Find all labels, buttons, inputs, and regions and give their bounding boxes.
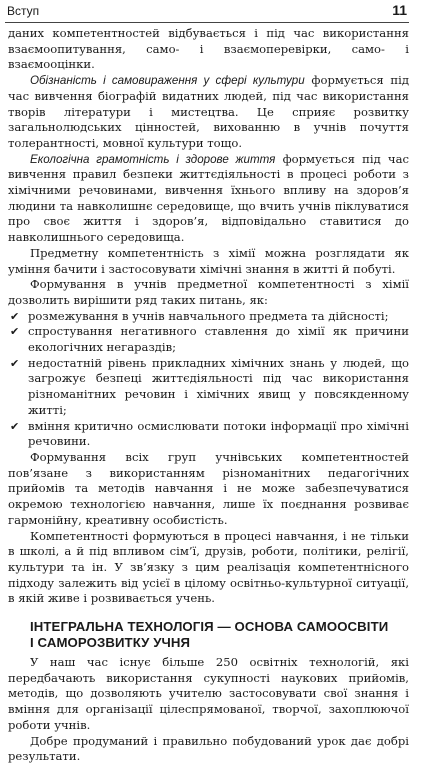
- list-item: ✔ вміння критично осмислювати потоки інформації про хімічні речовини.: [10, 418, 409, 449]
- paragraph-technologies: У наш час існує більше 250 освітніх технологій, які передбачають використання сукупності наукових прийомів, методів, що дозволяють учителю застосовувати свої знання і вміння для організації цілеспрямованої, творчої, захоплюючої роботи учнів.: [8, 655, 409, 732]
- paragraph-text: формується під час вивчення правил безпеки життєдіяльності в процесі роботи з хімічними речовинами, вивчення їхнього впливу на здоров’я людини та навколишнє середовище, що вчить учнів піклуватися про своє життя і здоров’я, відповідально ставитися до навколишнього середовища.: [8, 151, 409, 245]
- checkmark-icon: ✔: [10, 356, 20, 370]
- list-item: ✔ розмежування в учнів навчального предмета та дійсності;: [10, 308, 389, 323]
- paragraph-text: формується під час вивчення біографій видатних людей, під час використання творів літератури і мистецтва. Це сприяє розвитку загальнолюдських цінностей, вихованню в учнів почуття толерантності, мовної культури тощо.: [8, 73, 409, 150]
- paragraph-lesson: Добре продуманий і правильно побудований урок дає добрі результати.: [8, 733, 409, 764]
- paragraph-culture: [8, 73, 409, 152]
- list-item: ✔ спростування негативного ставлення до хімії як причини екологічних негараздів;: [10, 324, 409, 355]
- paragraph-formation: Формування всіх груп учнівських компетентностей пов’язане з використанням різноманітних педагогічних прийомів та методів навчання і не може забезпечуватися окремою технологією навчання, лише їх поєднання розвиває гармонійну, креативну особистість.: [8, 449, 409, 527]
- section-heading: [8, 619, 409, 651]
- section-heading-line: І САМОРОЗВИТКУ УЧНЯ: [30, 635, 191, 651]
- paragraph-subject-competence: Предметну компетентність з хімії можна розглядати як уміння бачити і застосовувати хімічні знання в житті й побуті.: [8, 245, 409, 276]
- page-body: [8, 26, 409, 765]
- running-header: [5, 0, 409, 23]
- paragraph-ecology: [8, 152, 409, 246]
- section-heading-line: ІНТЕГРАЛЬНА ТЕХНОЛОГІЯ — ОСНОВА САМООСВІТИ: [30, 619, 389, 635]
- page-number: 11: [392, 2, 407, 18]
- checkmark-icon: ✔: [10, 419, 20, 433]
- list-item: ✔ недостатній рівень прикладних хімічних знань у людей, що загрожує безпеці життєдіяльності під час використання різноманітних речовин і хімічних явищ у повсякденному житті;: [10, 355, 409, 417]
- checkmark-icon: ✔: [10, 309, 20, 323]
- paragraph-competences: Компетентності формуються в процесі навчання, і не тільки в школі, а й під впливом сім’ї, друзів, роботи, політики, релігії, культури та ін. У зв’язку з цим реалізація компетентнісного підходу залежить від усієї в цілому освітньо-культурної ситуації, в якій живе і розвивається учень.: [8, 528, 409, 606]
- paragraph-list-intro: Формування в учнів предметної компетентності з хімії дозволить вирішити ряд таких питань, як:: [8, 277, 409, 307]
- checkmark-icon: ✔: [10, 325, 20, 339]
- paragraph-continued: даних компетентностей відбувається і під час використання взаємоопитування, само- і взаємоперевірки, само- і взаємооцінки.: [8, 26, 409, 72]
- competence-term: Екологічна грамотність і здорове життя: [30, 152, 276, 166]
- issues-list: [8, 309, 409, 450]
- competence-term: Обізнаність і самовираження у сфері культури: [30, 74, 305, 88]
- section-title: Вступ: [7, 4, 40, 18]
